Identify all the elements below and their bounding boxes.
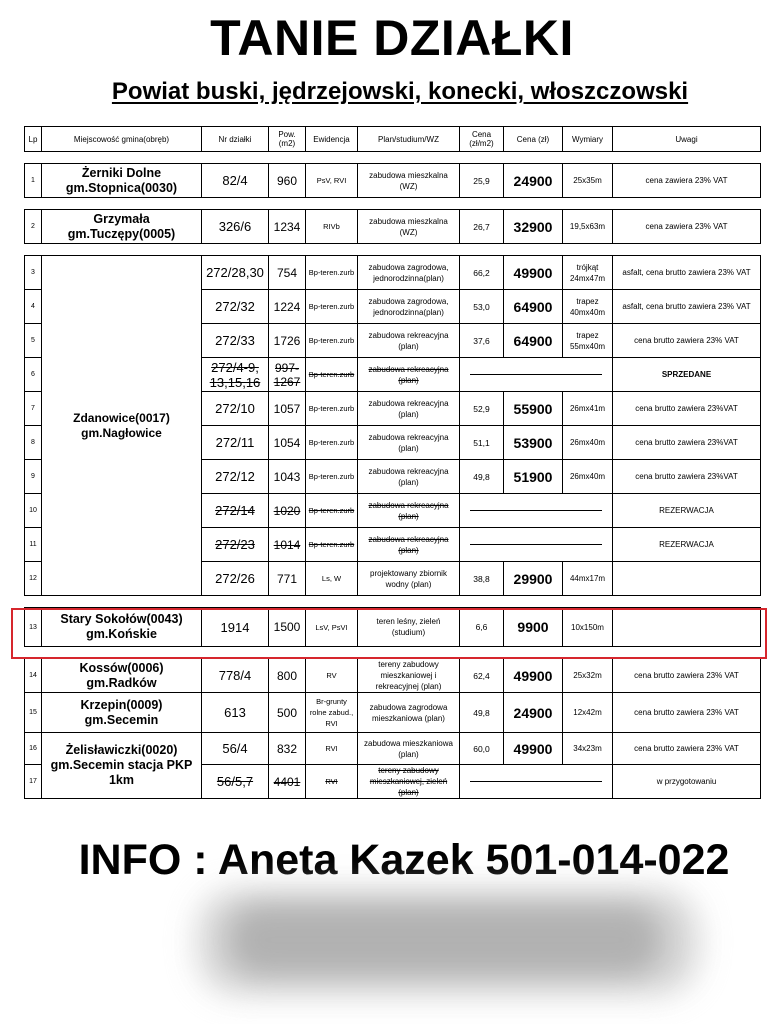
table-header-row (25, 127, 761, 152)
row-notes: REZERWACJA (613, 528, 761, 562)
header-register: Ewidencja (306, 127, 358, 152)
row-plan: zabudowa rekreacyjna (plan) (358, 324, 460, 358)
row-plan: zabudowa rekreacyjna (plan) (358, 392, 460, 426)
row-lp: 1 (25, 164, 42, 198)
row-price-per-m2: 25,9 (460, 164, 504, 198)
row-lp: 4 (25, 290, 42, 324)
row-register: Bp-teren.zurb (306, 494, 358, 528)
row-dimensions: 44mx17m (563, 562, 613, 596)
row-lp: 6 (25, 358, 42, 392)
row-register: RIVb (306, 210, 358, 244)
row-gap (25, 596, 761, 608)
row-area: 800 (269, 659, 306, 693)
row-price-per-m2: 52,9 (460, 392, 504, 426)
row-price-struck-line (460, 494, 613, 528)
row-plan: zabudowa rekreacyjna (plan) (358, 528, 460, 562)
row-area: 1020 (269, 494, 306, 528)
row-dimensions: 12x42m (563, 693, 613, 733)
row-price: 24900 (504, 693, 563, 733)
row-plan: zabudowa rekreacyjna (plan) (358, 358, 460, 392)
header-plan: Plan/studium/WZ (358, 127, 460, 152)
row-plan: zabudowa mieszkalna (WZ) (358, 164, 460, 198)
row-area: 1054 (269, 426, 306, 460)
row-notes: cena brutto zawiera 23%VAT (613, 460, 761, 494)
row-plot-number: 272/28,30 (202, 256, 269, 290)
group-location-zdanowice: Zdanowice(0017) gm.Nagłowice (42, 256, 202, 596)
row-notes: cena brutto zawiera 23%VAT (613, 392, 761, 426)
row-price: 55900 (504, 392, 563, 426)
row-dimensions: trapez 40mx40m (563, 290, 613, 324)
row-register: Ls, W (306, 562, 358, 596)
row-lp: 12 (25, 562, 42, 596)
row-plan: zabudowa rekreacyjna (plan) (358, 494, 460, 528)
row-price: 24900 (504, 164, 563, 198)
row-area: 1234 (269, 210, 306, 244)
row-gap (25, 244, 761, 256)
row-plan: projektowany zbiornik wodny (plan) (358, 562, 460, 596)
strike-line (470, 781, 602, 782)
row-register: Br-grunty rolne zabud., RVI (306, 693, 358, 733)
row-lp: 10 (25, 494, 42, 528)
row-price-struck-line (460, 358, 613, 392)
row-price-per-m2: 49,8 (460, 460, 504, 494)
group-location-zelislawiczki: Żelisławiczki(0020) gm.Secemin stacja PKP 1km (42, 733, 202, 799)
row-notes: cena brutto zawiera 23% VAT (613, 693, 761, 733)
row-notes: w przygotowaniu (613, 765, 761, 799)
row-register: Bp-teren.zurb (306, 290, 358, 324)
row-lp: 15 (25, 693, 42, 733)
row-dimensions: 25x35m (563, 164, 613, 198)
row-price-struck-line (460, 528, 613, 562)
row-dimensions: 26mx40m (563, 460, 613, 494)
row-plot-number: 56/5,7 (202, 765, 269, 799)
row-plot-number: 272/12 (202, 460, 269, 494)
row-area: 1014 (269, 528, 306, 562)
row-price: 9900 (504, 608, 563, 647)
row-lp: 14 (25, 659, 42, 693)
row-lp: 11 (25, 528, 42, 562)
header-dimensions: Wymiary (563, 127, 613, 152)
row-register: LsV, PsVI (306, 608, 358, 647)
header-area: Pow. (m2) (269, 127, 306, 152)
row-dimensions: 26mx40m (563, 426, 613, 460)
row-price-per-m2: 49,8 (460, 693, 504, 733)
row-plot-number: 82/4 (202, 164, 269, 198)
row-price-per-m2: 60,0 (460, 733, 504, 765)
header-lp: Lp (25, 127, 42, 152)
row-plan: zabudowa zagrodowa mieszkaniowa (plan) (358, 693, 460, 733)
row-dimensions: 26mx41m (563, 392, 613, 426)
row-lp: 13 (25, 608, 42, 647)
row-location: Stary Sokołów(0043) gm.Końskie (42, 608, 202, 647)
row-plot-number: 272/32 (202, 290, 269, 324)
strike-line (470, 374, 602, 375)
row-notes: REZERWACJA (613, 494, 761, 528)
row-plot-number: 778/4 (202, 659, 269, 693)
row-price-per-m2: 26,7 (460, 210, 504, 244)
row-register: Bp-teren.zurb (306, 460, 358, 494)
row-gap (25, 198, 761, 210)
row-register: Bp-teren.zurb (306, 256, 358, 290)
table-row-featured (25, 608, 761, 647)
row-lp: 7 (25, 392, 42, 426)
row-price-per-m2: 38,8 (460, 562, 504, 596)
header-price-per-m2: Cena (zł/m2) (460, 127, 504, 152)
row-gap (25, 647, 761, 659)
row-notes: SPRZEDANE (613, 358, 761, 392)
row-price: 51900 (504, 460, 563, 494)
row-plot-number: 272/33 (202, 324, 269, 358)
row-plan: zabudowa zagrodowa, jednorodzinna(plan) (358, 290, 460, 324)
row-lp: 16 (25, 733, 42, 765)
row-notes: cena brutto zawiera 23% VAT (613, 733, 761, 765)
row-plot-number: 272/11 (202, 426, 269, 460)
row-plan: zabudowa zagrodowa, jednorodzinna(plan) (358, 256, 460, 290)
row-lp: 17 (25, 765, 42, 799)
row-area: 997-1267 (269, 358, 306, 392)
row-plan: teren leśny, zieleń (studium) (358, 608, 460, 647)
strike-line (470, 544, 602, 545)
row-area: 754 (269, 256, 306, 290)
row-area: 1500 (269, 608, 306, 647)
row-price-per-m2: 66,2 (460, 256, 504, 290)
row-price-per-m2: 51,1 (460, 426, 504, 460)
row-register: Bp-teren.zurb (306, 392, 358, 426)
row-price: 49900 (504, 659, 563, 693)
row-location: Krzepin(0009) gm.Secemin (42, 693, 202, 733)
row-area: 1224 (269, 290, 306, 324)
row-plot-number: 1914 (202, 608, 269, 647)
header-location: Miejscowość gmina(obręb) (42, 127, 202, 152)
row-dimensions: 19,5x63m (563, 210, 613, 244)
blurred-area-inner (230, 905, 660, 975)
row-plot-number: 326/6 (202, 210, 269, 244)
contact-info: INFO : Aneta Kazek 501-014-022 (78, 836, 730, 884)
row-lp: 8 (25, 426, 42, 460)
row-price-per-m2: 37,6 (460, 324, 504, 358)
row-lp: 5 (25, 324, 42, 358)
header-notes: Uwagi (613, 127, 761, 152)
row-price: 49900 (504, 733, 563, 765)
row-price: 64900 (504, 290, 563, 324)
row-plan: zabudowa rekreacyjna (plan) (358, 426, 460, 460)
row-register: RV (306, 659, 358, 693)
row-area: 1043 (269, 460, 306, 494)
table-row (25, 659, 761, 693)
row-area: 832 (269, 733, 306, 765)
row-notes: cena zawiera 23% VAT (613, 210, 761, 244)
row-notes: cena brutto zawiera 23% VAT (613, 324, 761, 358)
row-plan: tereny zabudowy mieszkaniowej, zieleń (plan) (358, 765, 460, 799)
row-location: Kossów(0006) gm.Radków (42, 659, 202, 693)
row-register: Bp-teren.zurb (306, 324, 358, 358)
row-dimensions: trapez 55mx40m (563, 324, 613, 358)
row-lp: 9 (25, 460, 42, 494)
row-plan: tereny zabudowy mieszkaniowej i rekreacyjnej (plan) (358, 659, 460, 693)
row-price: 29900 (504, 562, 563, 596)
row-register: Bp-teren.zurb (306, 358, 358, 392)
row-plot-number: 272/26 (202, 562, 269, 596)
table-row (25, 164, 761, 198)
row-notes: cena zawiera 23% VAT (613, 164, 761, 198)
row-plan: zabudowa rekreacyjna (plan) (358, 460, 460, 494)
row-notes: asfalt, cena brutto zawiera 23% VAT (613, 290, 761, 324)
row-notes: asfalt, cena brutto zawiera 23% VAT (613, 256, 761, 290)
row-lp: 3 (25, 256, 42, 290)
row-price-per-m2: 53,0 (460, 290, 504, 324)
row-area: 4401 (269, 765, 306, 799)
row-price-per-m2: 6,6 (460, 608, 504, 647)
row-plan: zabudowa mieszkalna (WZ) (358, 210, 460, 244)
table-row (25, 693, 761, 733)
row-dimensions: trójkąt 24mx47m (563, 256, 613, 290)
row-dimensions: 10x150m (563, 608, 613, 647)
row-price: 32900 (504, 210, 563, 244)
table-row (25, 733, 761, 765)
row-plot-number: 272/14 (202, 494, 269, 528)
row-plot-number: 272/4-9, 13,15,16 (202, 358, 269, 392)
row-area: 771 (269, 562, 306, 596)
plots-table (24, 126, 761, 799)
row-register: Bp-teren.zurb (306, 426, 358, 460)
row-plot-number: 272/23 (202, 528, 269, 562)
row-location: Grzymała gm.Tuczępy(0005) (42, 210, 202, 244)
row-price: 53900 (504, 426, 563, 460)
row-dimensions: 34x23m (563, 733, 613, 765)
row-price: 49900 (504, 256, 563, 290)
row-plot-number: 56/4 (202, 733, 269, 765)
row-area: 1057 (269, 392, 306, 426)
table-row (25, 210, 761, 244)
header-plot-number: Nr działki (202, 127, 269, 152)
header-price: Cena (zł) (504, 127, 563, 152)
row-area: 1726 (269, 324, 306, 358)
row-plan: zabudowa mieszkaniowa (plan) (358, 733, 460, 765)
row-gap (25, 152, 761, 164)
row-register: Bp-teren.zurb (306, 528, 358, 562)
row-plot-number: 272/10 (202, 392, 269, 426)
row-price-per-m2: 62,4 (460, 659, 504, 693)
row-notes (613, 608, 761, 647)
row-notes: cena brutto zawiera 23%VAT (613, 426, 761, 460)
row-register: PsV, RVI (306, 164, 358, 198)
table-row (25, 256, 761, 290)
page-subtitle: Powiat buski, jędrzejowski, konecki, włoszczowski (111, 78, 689, 105)
row-notes (613, 562, 761, 596)
row-register: RVI (306, 733, 358, 765)
row-dimensions: 25x32m (563, 659, 613, 693)
page-title: TANIE DZIAŁKI (210, 10, 574, 66)
row-price: 64900 (504, 324, 563, 358)
row-plot-number: 613 (202, 693, 269, 733)
row-area: 960 (269, 164, 306, 198)
row-location: Żerniki Dolne gm.Stopnica(0030) (42, 164, 202, 198)
row-area: 500 (269, 693, 306, 733)
row-lp: 2 (25, 210, 42, 244)
row-notes: cena brutto zawiera 23% VAT (613, 659, 761, 693)
row-register: RVI (306, 765, 358, 799)
strike-line (470, 510, 602, 511)
row-price-struck-line (460, 765, 613, 799)
